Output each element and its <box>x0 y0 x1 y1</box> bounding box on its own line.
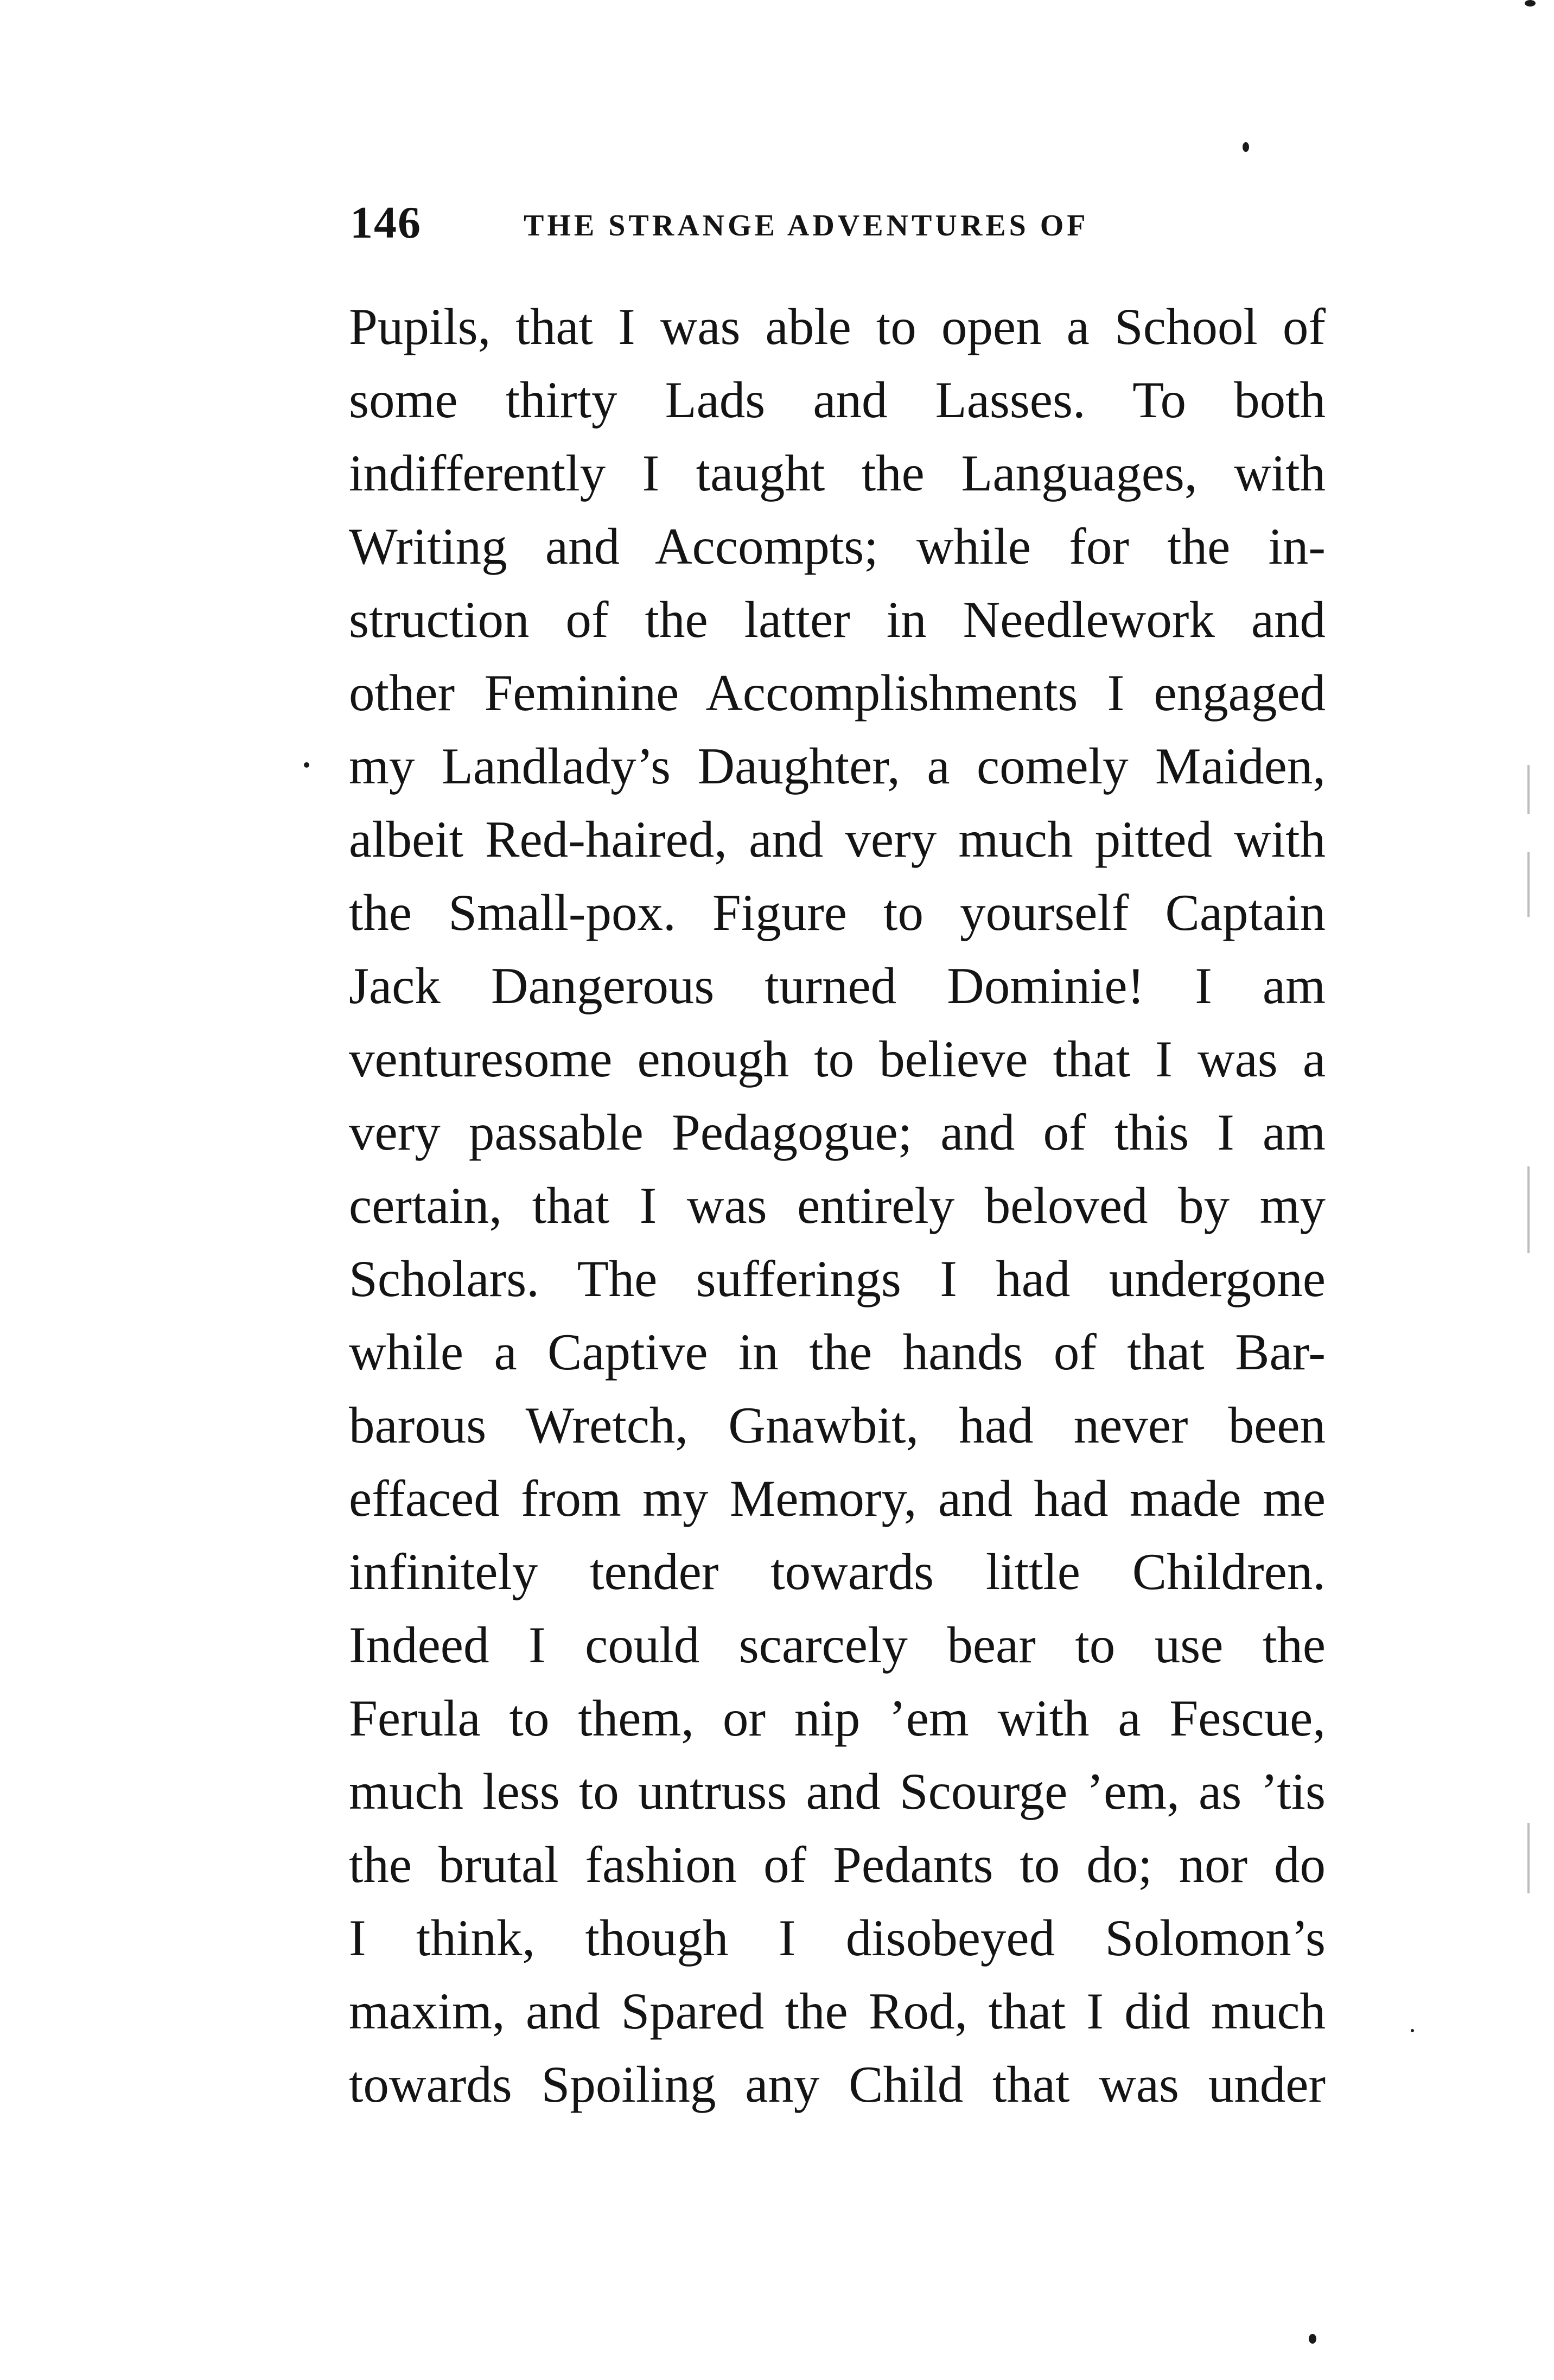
running-title: THE STRANGE ADVENTURES OF <box>524 209 1089 243</box>
text-line: maxim, and Spared the Rod, that I did much <box>349 1982 1326 2040</box>
text-line: my Landlady’s Daughter, a comely Maiden, <box>349 737 1326 795</box>
text-line: towards Spoiling any Child that was under <box>349 2056 1326 2113</box>
text-line: Pupils, that I was able to open a School of <box>349 298 1326 355</box>
page-number: 146 <box>350 197 422 248</box>
text-line: infinitely tender towards little Children. <box>349 1543 1326 1600</box>
margin-mark <box>1527 765 1530 814</box>
text-line: the brutal fashion of Pedants to do; nor do <box>349 1836 1326 1893</box>
text-line: venturesome enough to believe that I was a <box>349 1030 1326 1088</box>
text-line: struction of the latter in Needlework and <box>349 591 1326 648</box>
text-line: Jack Dangerous turned Dominie! I am <box>349 957 1326 1014</box>
print-speck <box>1243 142 1249 152</box>
text-line: effaced from my Memory, and had made me <box>349 1470 1326 1527</box>
text-line: much less to untruss and Scourge ’em, as ’tis <box>349 1763 1326 1820</box>
print-speck <box>1525 0 1536 7</box>
margin-mark <box>1527 1823 1530 1893</box>
text-line: the Small-pox. Figure to yourself Captain <box>349 884 1326 941</box>
text-line: while a Captive in the hands of that Bar- <box>349 1323 1326 1381</box>
body-text <box>349 290 1326 2121</box>
text-line: other Feminine Accomplishments I engaged <box>349 664 1326 722</box>
text-line: Indeed I could scarcely bear to use the <box>349 1616 1326 1674</box>
text-line: I think, though I disobeyed Solomon’s <box>349 1909 1326 1967</box>
text-line: very passable Pedagogue; and of this I am <box>349 1103 1326 1161</box>
text-line: some thirty Lads and Lasses. To both <box>349 371 1326 429</box>
text-line: certain, that I was entirely beloved by my <box>349 1177 1326 1234</box>
text-line: indifferently I taught the Languages, with <box>349 444 1326 502</box>
text-line: Ferula to them, or nip ’em with a Fescue, <box>349 1689 1326 1747</box>
running-head <box>350 196 1327 256</box>
margin-mark <box>1527 852 1530 917</box>
text-line: Writing and Accompts; while for the in- <box>349 518 1326 575</box>
margin-mark <box>1527 1166 1530 1253</box>
text-line: barous Wretch, Gnawbit, had never been <box>349 1396 1326 1454</box>
text-line: albeit Red-haired, and very much pitted with <box>349 811 1326 868</box>
print-speck <box>1411 2029 1414 2032</box>
text-line: Scholars. The sufferings I had undergone <box>349 1250 1326 1307</box>
print-speck <box>304 762 309 768</box>
print-speck <box>1309 2334 1316 2344</box>
